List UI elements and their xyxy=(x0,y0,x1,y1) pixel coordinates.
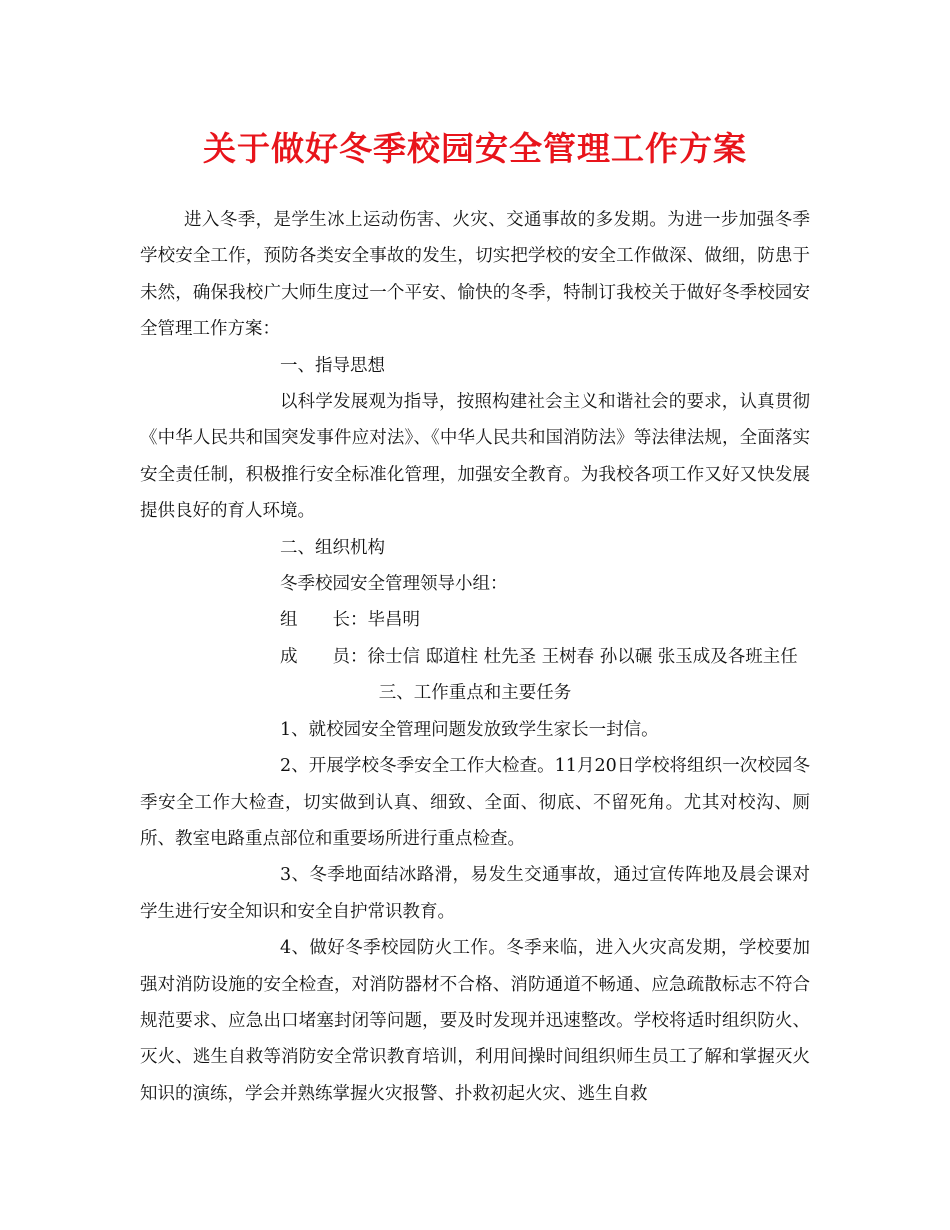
section2-heading: 二、组织机构 xyxy=(280,537,385,558)
leader-line: 组 长：毕昌明 xyxy=(280,610,420,631)
group-title: 冬季校园安全管理领导小组： xyxy=(280,574,508,595)
section1-paragraph: 以科学发展观为指导，按照构建社会主义和谐社会的要求，认真贯彻《中华人民共和国突发事件应对法》、《中华人民共和国消防法》等法律法规，全面落实安全责任制，积极推行安全标准化管理，加强安全教育。为我校各项工作又好又快发展提供良好的育人环境。 xyxy=(140,392,810,522)
task-2: 2、开展学校冬季安全工作大检查。11月20日学校将组织一次校园冬季安全工作大检查，切实做到认真、细致、全面、彻底、不留死角。尤其对校沟、厕所、教室电路重点部位和重要场所进行重点检查。 xyxy=(140,756,810,849)
intro-paragraph: 进入冬季，是学生冰上运动伤害、火灾、交通事故的多发期。为进一步加强冬季学校安全工作，预防各类安全事故的发生，切实把学校的安全工作做深、做细，防患于未然，确保我校广大师生度过一个平安、愉快的冬季，特制订我校关于做好冬季校园安全管理工作方案： xyxy=(140,210,810,340)
task-3: 3、冬季地面结冰路滑，易发生交通事故，通过宣传阵地及晨会课对学生进行安全知识和安全自护常识教育。 xyxy=(140,865,810,922)
task-1: 1、就校园安全管理问题发放致学生家长一封信。 xyxy=(280,719,659,740)
section3-heading: 三、工作重点和主要任务 xyxy=(378,683,572,704)
document-title: 关于做好冬季校园安全管理工作方案 xyxy=(203,129,747,168)
members-line: 成 员：徐士信 邸道柱 杜先圣 王树春 孙以碾 张玉成及各班主任 xyxy=(280,646,798,667)
document-body xyxy=(140,202,810,1112)
task-4: 4、做好冬季校园防火工作。冬季来临，进入火灾高发期，学校要加强对消防设施的安全检查，对消防器材不合格、消防通道不畅通、应急疏散标志不符合规范要求、应急出口堵塞封闭等问题，要及时发现并迅速整改。学校将适时组织防火、灭火、逃生自救等消防安全常识教育培训，利用间操时间组织师生员工了解和掌握灭火知识的演练，学会并熟练掌握火灾报警、扑救初起火灾、逃生自救 xyxy=(140,938,810,1104)
section1-heading: 一、指导思想 xyxy=(280,355,385,376)
